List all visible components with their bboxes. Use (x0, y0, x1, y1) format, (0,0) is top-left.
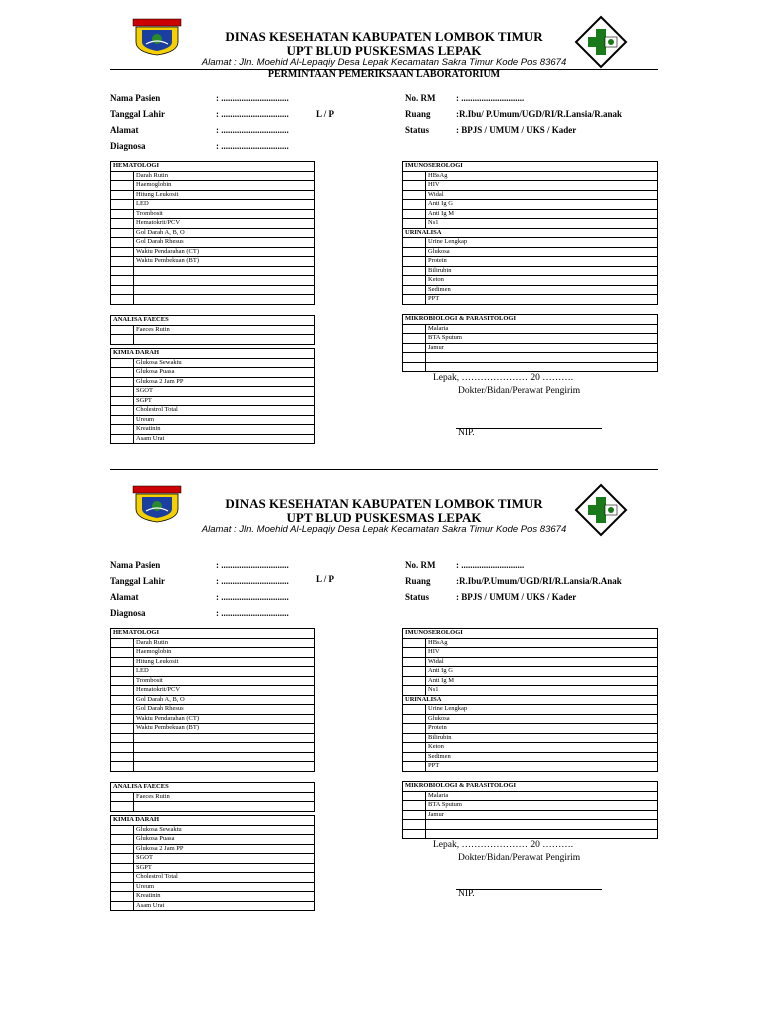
agency-title: DINAS KESEHATAN KABUPATEN LOMBOK TIMUR (225, 29, 543, 44)
test-item: Hematokrit/PCV (134, 686, 315, 696)
checkbox-cell[interactable] (111, 406, 134, 416)
checkbox-cell[interactable] (111, 209, 134, 219)
tanggal-lahir-field[interactable]: : .............................. (216, 576, 289, 586)
test-item: Ns1 (426, 686, 658, 696)
checkbox-cell[interactable] (111, 854, 134, 864)
checkbox-cell[interactable] (403, 820, 426, 830)
diagnosa-label: Diagnosa (110, 141, 146, 151)
checkbox-cell[interactable] (403, 238, 426, 248)
nip-label: NIP. (458, 428, 475, 438)
checkbox-cell[interactable] (111, 667, 134, 677)
test-item: Cholestrol Total (134, 406, 315, 416)
checkbox-cell[interactable] (111, 219, 134, 229)
test-item: Hematokrit/PCV (134, 219, 315, 229)
test-item: HBsAg (426, 171, 658, 181)
test-item: Hitung Leukosit (134, 657, 315, 667)
test-item: Glukosa Puasa (134, 368, 315, 378)
alamat-field[interactable]: : .............................. (216, 592, 289, 602)
test-item: SGPT (134, 396, 315, 406)
checkbox-cell[interactable] (111, 657, 134, 667)
tanggal-lahir-label: Tanggal Lahir (110, 109, 165, 119)
checkbox-cell[interactable] (111, 835, 134, 845)
test-item: Anti Ig M (426, 676, 658, 686)
sender-role: Dokter/Bidan/Perawat Pengirim (458, 386, 581, 396)
test-item: Waktu Pembekuan (BT) (134, 257, 315, 267)
mikrobiologi-header: MIKROBIOLOGI & PARASITOLOGI (403, 315, 658, 325)
checkbox-cell[interactable] (403, 714, 426, 724)
gender-option[interactable]: L / P (316, 109, 335, 119)
checkbox-cell[interactable] (403, 257, 426, 267)
checkbox-cell[interactable] (111, 844, 134, 854)
checkbox-cell[interactable] (403, 752, 426, 762)
no-rm-label: No. RM (405, 560, 436, 570)
status-options[interactable]: : BPJS / UMUM / UKS / Kader (456, 125, 577, 135)
checkbox-cell[interactable] (111, 228, 134, 238)
checkbox-cell[interactable] (111, 892, 134, 902)
checkbox-cell[interactable] (111, 238, 134, 248)
agency-title: DINAS KESEHATAN KABUPATEN LOMBOK TIMUR (225, 496, 543, 511)
test-item (426, 362, 658, 372)
checkbox-cell[interactable] (403, 334, 426, 344)
test-item: Glukosa Puasa (134, 835, 315, 845)
checkbox-cell[interactable] (111, 863, 134, 873)
test-item: Darah Rutin (134, 638, 315, 648)
checkbox-cell[interactable] (111, 733, 134, 743)
no-rm-field[interactable]: : ............................ (456, 560, 525, 570)
test-item: Ureum (134, 415, 315, 425)
test-item: Glukosa (426, 247, 658, 257)
analisa-faeces-table (110, 315, 315, 345)
checkbox-cell[interactable] (111, 425, 134, 435)
test-item (426, 829, 658, 839)
test-item: Malaria (426, 791, 658, 801)
nama-pasien-label: Nama Pasien (110, 93, 161, 103)
checkbox-cell[interactable] (111, 762, 134, 772)
test-item: PPT (426, 295, 658, 305)
test-item: Waktu Pendarahan (CT) (134, 247, 315, 257)
status-label: Status (405, 592, 430, 602)
checkbox-cell[interactable] (111, 638, 134, 648)
test-item: LED (134, 667, 315, 677)
checkbox-cell[interactable] (403, 200, 426, 210)
test-item: Glukosa Sewaktu (134, 825, 315, 835)
test-item (134, 743, 315, 753)
checkbox-cell[interactable] (403, 353, 426, 363)
test-item (426, 353, 658, 363)
test-item: Faeces Rutin (134, 325, 315, 335)
imunoserologi-header: IMUNOSEROLOGI (403, 162, 658, 172)
test-item: Cholestrol Total (134, 873, 315, 883)
diagnosa-label: Diagnosa (110, 608, 146, 618)
test-item: Faeces Rutin (134, 792, 315, 802)
checkbox-cell[interactable] (403, 657, 426, 667)
test-item: Asam Urat (134, 434, 315, 444)
test-item: SGPT (134, 863, 315, 873)
checkbox-cell[interactable] (403, 686, 426, 696)
checkbox-cell[interactable] (111, 415, 134, 425)
test-item: Gol Darah Rhesus (134, 705, 315, 715)
test-item: Urine Lengkap (426, 705, 658, 715)
diagnosa-field[interactable]: : .............................. (216, 141, 289, 151)
checkbox-cell[interactable] (403, 638, 426, 648)
checkbox-cell[interactable] (403, 829, 426, 839)
checkbox-cell[interactable] (403, 676, 426, 686)
test-item: Anti Ig G (426, 667, 658, 677)
analisa-faeces-table (110, 782, 315, 812)
alamat-label: Alamat (110, 125, 139, 135)
nip-label: NIP. (458, 889, 475, 899)
kimia-darah-table (110, 815, 315, 911)
checkbox-cell[interactable] (111, 295, 134, 305)
checkbox-cell[interactable] (111, 200, 134, 210)
checkbox-cell[interactable] (403, 285, 426, 295)
test-item: Waktu Pendarahan (CT) (134, 714, 315, 724)
test-item (134, 276, 315, 286)
test-item: Bilirubin (426, 733, 658, 743)
checkbox-cell[interactable] (111, 396, 134, 406)
checkbox-cell[interactable] (403, 724, 426, 734)
sender-role: Dokter/Bidan/Perawat Pengirim (458, 853, 581, 863)
test-item: Widal (426, 657, 658, 667)
checkbox-cell[interactable] (403, 743, 426, 753)
test-item: Protein (426, 724, 658, 734)
checkbox-cell[interactable] (111, 714, 134, 724)
mikrobiologi-header: MIKROBIOLOGI & PARASITOLOGI (403, 782, 658, 792)
place-date-line: Lepak, ………………… 20 ………. (433, 373, 574, 383)
test-item: Anti Ig G (426, 200, 658, 210)
tanggal-lahir-field[interactable]: : .............................. (216, 109, 289, 119)
analisa-faeces-header: ANALISA FAECES (111, 783, 315, 793)
checkbox-cell[interactable] (111, 276, 134, 286)
checkbox-cell[interactable] (403, 324, 426, 334)
ruang-options[interactable]: :R.Ibu/P.Umum/UGD/RI/R.Lansia/R.Anak (456, 576, 622, 586)
test-item: SGOT (134, 854, 315, 864)
diagnosa-field[interactable]: : .............................. (216, 608, 289, 618)
checkbox-cell[interactable] (403, 247, 426, 257)
checkbox-cell[interactable] (403, 219, 426, 229)
checkbox-cell[interactable] (403, 791, 426, 801)
place-date-line: Lepak, ………………… 20 ………. (433, 840, 574, 850)
hematologi-header: HEMATOLOGI (111, 629, 315, 639)
checkbox-cell[interactable] (111, 325, 134, 335)
urinalisa-header: URINALISA (403, 228, 658, 238)
test-item: Malaria (426, 324, 658, 334)
test-item (134, 285, 315, 295)
gender-option[interactable]: L / P (316, 574, 335, 584)
checkbox-cell[interactable] (403, 648, 426, 658)
checkbox-cell[interactable] (111, 686, 134, 696)
tanggal-lahir-label: Tanggal Lahir (110, 576, 165, 586)
test-item (134, 802, 315, 812)
checkbox-cell[interactable] (111, 190, 134, 200)
checkbox-cell[interactable] (111, 724, 134, 734)
test-item: Glukosa (426, 714, 658, 724)
test-item (134, 295, 315, 305)
checkbox-cell[interactable] (111, 285, 134, 295)
test-item (134, 266, 315, 276)
address-line: Alamat : Jln. Moehid Al-Lepaqiy Desa Lepak Kecamatan Sakra Timur Kode Pos 83674 (201, 57, 567, 68)
test-item: Gol Darah A, B, O (134, 695, 315, 705)
test-item (134, 733, 315, 743)
test-item: HIV (426, 181, 658, 191)
test-item: Bilirubin (426, 266, 658, 276)
test-item: Hitung Leukosit (134, 190, 315, 200)
checkbox-cell[interactable] (111, 873, 134, 883)
checkbox-cell[interactable] (403, 705, 426, 715)
test-item: PPT (426, 762, 658, 772)
test-item: Sedimen (426, 752, 658, 762)
checkbox-cell[interactable] (403, 266, 426, 276)
kimia-darah-header: KIMIA DARAH (111, 349, 315, 359)
checkbox-cell[interactable] (403, 190, 426, 200)
test-item: Keton (426, 276, 658, 286)
checkbox-cell[interactable] (111, 743, 134, 753)
checkbox-cell[interactable] (403, 276, 426, 286)
checkbox-cell[interactable] (111, 648, 134, 658)
test-item: Anti Ig M (426, 209, 658, 219)
test-item: Kreatinin (134, 425, 315, 435)
hematologi-table (110, 161, 315, 305)
kimia-darah-table (110, 348, 315, 444)
form-separator (110, 469, 658, 470)
nama-pasien-field[interactable]: : .............................. (216, 93, 289, 103)
checkbox-cell[interactable] (403, 209, 426, 219)
analisa-faeces-header: ANALISA FAECES (111, 316, 315, 326)
test-item: Protein (426, 257, 658, 267)
test-item: Glukosa Sewaktu (134, 358, 315, 368)
ruang-label: Ruang (405, 576, 431, 586)
test-item: Ns1 (426, 219, 658, 229)
test-item: Trombosit (134, 676, 315, 686)
test-item: Glukosa 2 Jam PP (134, 377, 315, 387)
checkbox-cell[interactable] (403, 295, 426, 305)
address-line: Alamat : Jln. Moehid Al-Lepaqiy Desa Lepak Kecamatan Sakra Timur Kode Pos 83674 (201, 524, 567, 535)
test-item: LED (134, 200, 315, 210)
facility-title: UPT BLUD PUSKESMAS LEPAK (286, 43, 482, 58)
test-item (134, 752, 315, 762)
mikrobiologi-table (402, 314, 658, 372)
checkbox-cell[interactable] (111, 434, 134, 444)
checkbox-cell[interactable] (403, 667, 426, 677)
checkbox-cell[interactable] (111, 752, 134, 762)
checkbox-cell[interactable] (111, 882, 134, 892)
checkbox-cell[interactable] (111, 257, 134, 267)
test-item: Gol Darah A, B, O (134, 228, 315, 238)
checkbox-cell[interactable] (403, 801, 426, 811)
signature-line (456, 428, 602, 429)
test-item: Gol Darah Rhesus (134, 238, 315, 248)
imunoserologi-header: IMUNOSEROLOGI (403, 629, 658, 639)
test-item: HBsAg (426, 638, 658, 648)
ruang-label: Ruang (405, 109, 431, 119)
form-title: PERMINTAAN PEMERIKSAAN LABORATORIUM (267, 69, 501, 80)
test-item: Haemoglobin (134, 648, 315, 658)
checkbox-cell[interactable] (403, 733, 426, 743)
test-item: Waktu Pembekuan (BT) (134, 724, 315, 734)
test-item: HIV (426, 648, 658, 658)
test-item: Widal (426, 190, 658, 200)
imunoserologi-table (402, 628, 658, 772)
status-options[interactable]: : BPJS / UMUM / UKS / Kader (456, 592, 577, 602)
test-item: Darah Rutin (134, 171, 315, 181)
test-item: Trombosit (134, 209, 315, 219)
signature-line (456, 889, 602, 890)
no-rm-field[interactable]: : ............................ (456, 93, 525, 103)
checkbox-cell[interactable] (111, 335, 134, 345)
alamat-label: Alamat (110, 592, 139, 602)
checkbox-cell[interactable] (111, 792, 134, 802)
test-item: BTA Sputum (426, 334, 658, 344)
checkbox-cell[interactable] (111, 825, 134, 835)
test-item: Ureum (134, 882, 315, 892)
test-item (134, 335, 315, 345)
test-item: SGOT (134, 387, 315, 397)
ruang-options[interactable]: :R.Ibu/ P.Umum/UGD/RI/R.Lansia/R.anak (456, 109, 622, 119)
checkbox-cell[interactable] (403, 343, 426, 353)
checkbox-cell[interactable] (403, 181, 426, 191)
kimia-darah-header: KIMIA DARAH (111, 816, 315, 826)
test-item (426, 820, 658, 830)
mikrobiologi-table (402, 781, 658, 839)
test-item: Keton (426, 743, 658, 753)
checkbox-cell[interactable] (111, 901, 134, 911)
checkbox-cell[interactable] (111, 358, 134, 368)
checkbox-cell[interactable] (403, 762, 426, 772)
no-rm-label: No. RM (405, 93, 436, 103)
test-item: Kreatinin (134, 892, 315, 902)
checkbox-cell[interactable] (403, 171, 426, 181)
checkbox-cell[interactable] (111, 705, 134, 715)
imunoserologi-table (402, 161, 658, 305)
test-item: Urine Lengkap (426, 238, 658, 248)
status-label: Status (405, 125, 430, 135)
checkbox-cell[interactable] (111, 368, 134, 378)
checkbox-cell[interactable] (111, 695, 134, 705)
checkbox-cell[interactable] (403, 362, 426, 372)
alamat-field[interactable]: : .............................. (216, 125, 289, 135)
test-item: Haemoglobin (134, 181, 315, 191)
nama-pasien-field[interactable]: : .............................. (216, 560, 289, 570)
test-item: Glukosa 2 Jam PP (134, 844, 315, 854)
test-item: Jamur (426, 810, 658, 820)
checkbox-cell[interactable] (111, 377, 134, 387)
hematologi-header: HEMATOLOGI (111, 162, 315, 172)
checkbox-cell[interactable] (111, 181, 134, 191)
test-item: Asam Urat (134, 901, 315, 911)
facility-title: UPT BLUD PUSKESMAS LEPAK (286, 510, 482, 525)
test-item (134, 762, 315, 772)
test-item: Sedimen (426, 285, 658, 295)
nama-pasien-label: Nama Pasien (110, 560, 161, 570)
urinalisa-header: URINALISA (403, 695, 658, 705)
test-item: Jamur (426, 343, 658, 353)
test-item: BTA Sputum (426, 801, 658, 811)
checkbox-cell[interactable] (111, 387, 134, 397)
checkbox-cell[interactable] (403, 810, 426, 820)
checkbox-cell[interactable] (111, 676, 134, 686)
checkbox-cell[interactable] (111, 247, 134, 257)
hematologi-table (110, 628, 315, 772)
checkbox-cell[interactable] (111, 266, 134, 276)
checkbox-cell[interactable] (111, 171, 134, 181)
checkbox-cell[interactable] (111, 802, 134, 812)
